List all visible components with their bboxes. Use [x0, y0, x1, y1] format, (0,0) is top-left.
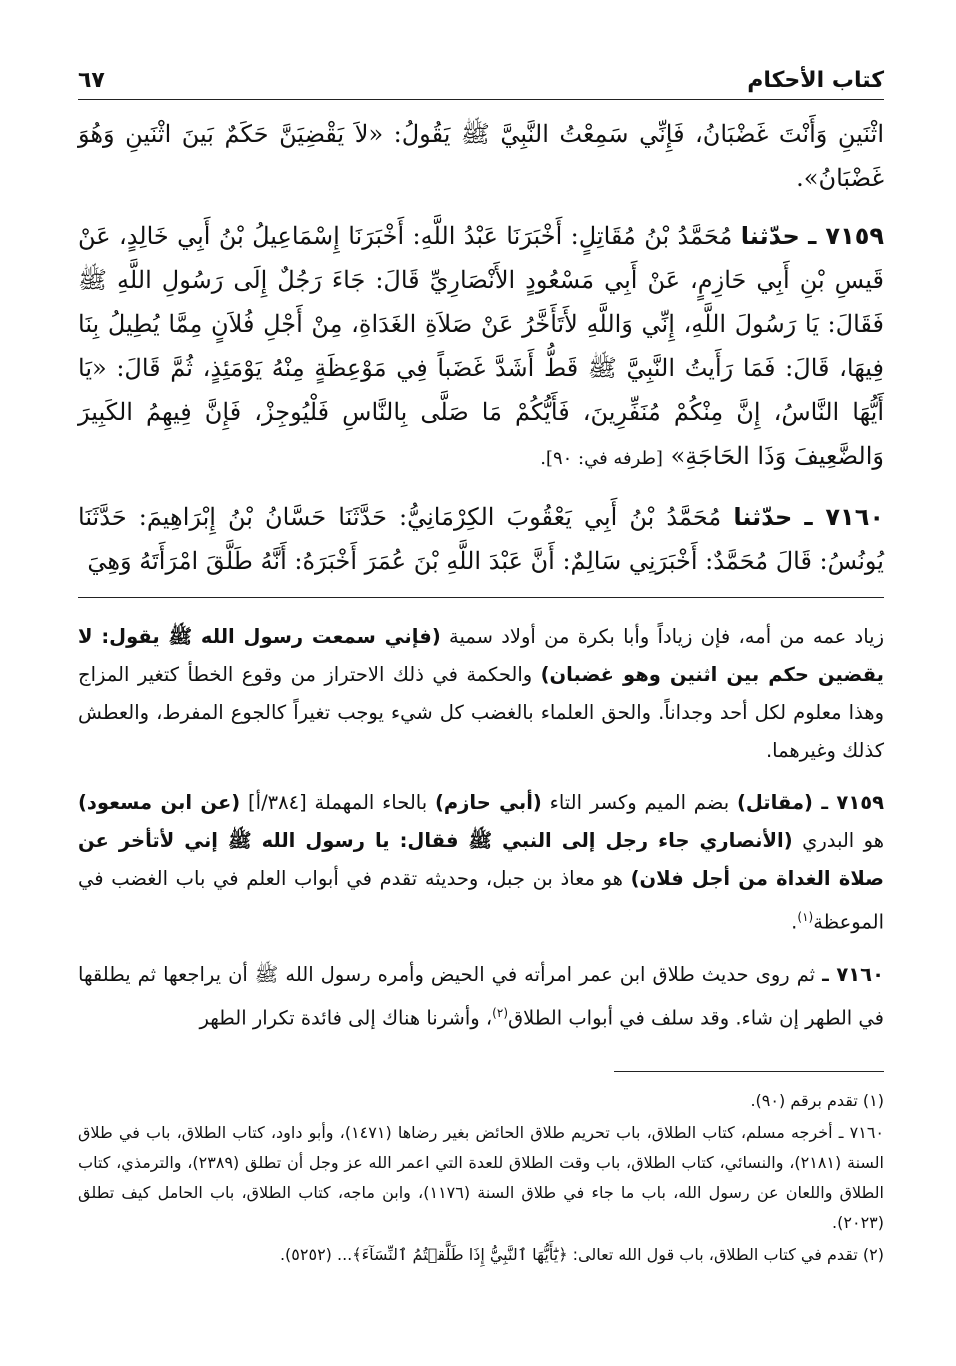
- footnote-1: (١) تقدم برقم (٩٠).: [750, 1091, 884, 1110]
- commentary: [78, 618, 884, 1037]
- commentary-text: ثم روى حديث طلاق ابن عمر امرأته في الحيض وأمره رسول الله ﷺ أن يراجعها ثم يطلقها في الطهر إن شاء. وقد سلف في أبواب الطلاق: [78, 962, 884, 1029]
- chapter-title: كتاب الأحكام: [747, 68, 884, 93]
- footnote-2: (٢) تقدم في كتاب الطلاق، باب قول الله تعالى: ﴿يَٰٓأَيُّهَا ٱلنَّبِيُّ إِذَا طَلَّقۡتُمُ ٱلنِّسَآءَ﴾... (٥٢٥٢).: [279, 1245, 884, 1264]
- commentary-text: والحكمة في ذلك الاحتراز من وقوع الخطأ كتغير المزاج وهذا معلوم لكل أحد وجداناً. والحق العلماء بالغضب كل شيء يوجب تغيراً كالجوع المفرط، والعطش كذلك وغيرهما.: [78, 663, 884, 762]
- footnote-divider: [614, 1071, 884, 1072]
- commentary-quote: (الأنصاري جاء رجل إلى النبي ﷺ فقال: يا رسول الله ﷺ إني لأتأخر عن صلاة الغداة من أجل فلان): [78, 829, 884, 890]
- hadith-body: مُحَمَّدُ بْنُ أَبِي يَعْقُوبَ الكِرْمَانِيُّ: حَدَّثَنَا حَسَّانُ بْنُ إِبْرَاهِيمَ: حَدَّثَنَا يُونُسُ: قَالَ مُحَمَّدٌ: أَخْبَرَنِي سَالِمٌ: أَنَّ عَبْدَ اللَّهِ بْنَ عُمَرَ أَخْبَرَهُ: أَنَّهُ طَلَّقَ امْرَأَتَهُ وَهِيَ: [78, 503, 884, 575]
- hadith-7159: [78, 214, 884, 481]
- hadith-7160: [78, 495, 884, 583]
- commentary-quote: ٧١٥٩ ـ (مقاتل): [736, 791, 885, 814]
- section-divider: [78, 597, 884, 598]
- commentary-quote: (فإني سمعت رسول الله ﷺ يقول: لا يقضين حكم بين اثنين وهو غضبان): [78, 625, 884, 686]
- book-page: [78, 58, 884, 1338]
- footnote-7160: ٧١٦٠ ـ أخرجه مسلم، كتاب الطلاق، باب تحريم طلاق الحائض بغير رضاها (١٤٧١)، وأبو داود، كتاب الطلاق، باب في طلاق السنة (٢١٨١)، والنسائي، كتاب الطلاق، باب وقت الطلاق للعدة التي اعمر الله عز وجل أن تطلق (٢٣٨٩)، والترمذي، كتاب الطلاق واللعان عن رسول الله، باب ما جاء في طلاق السنة (١١٧٦)، وابن ماجه، كتاب الطلاق، باب الحامل كيف تطلق (٢٠٢٣).: [78, 1123, 885, 1232]
- footnotes: [78, 1086, 884, 1270]
- commentary-paragraph: ٧١٥٩ ـ (مقاتل) بضم الميم وكسر التاء (أبي حازم) بالحاء المهملة [٣٨٤/أ] (عن ابن مسعود) هو البدري (الأنصاري جاء رجل إلى النبي ﷺ فقال: يا رسول الله ﷺ إني لأتأخر عن صلاة الغداة من أجل فلان) هو معاذ بن جبل، وحديثه تقدم في أبواب العلم في باب الغضب في الموعظة$^{(١)}$.: [78, 791, 885, 934]
- commentary-quote: (أبي حازم): [434, 791, 542, 814]
- commentary-text: بالحاء المهملة [٣٨٤/أ]: [248, 791, 428, 814]
- hadith-main-text: [78, 112, 884, 583]
- commentary-number: ٧١٦٠ ـ: [822, 962, 884, 986]
- commentary-text: هو البدري: [802, 829, 885, 852]
- haddathana-label: حدّثنا: [740, 222, 800, 250]
- commentary-text: بضم الميم وكسر التاء: [549, 791, 730, 814]
- commentary-paragraph: [78, 956, 884, 1038]
- commentary-text: زياد عمه من أمه، فإن زياداً وأبا بكرة من أولاد سمية: [449, 625, 884, 648]
- footnote-marker: (٢): [492, 1005, 508, 1020]
- running-header: [78, 58, 884, 100]
- hadith-number: ٧١٥٩ ـ: [808, 222, 885, 250]
- hadith-continuation-text: اثْنَينِ وَأَنْتَ غَضْبَانُ، فَإِنِّي سَمِعْتُ النَّبِيَّ ﷺ يَقُولُ: «لاَ يَقْضِيَنَّ حَكَمٌ بَينَ اثْنَينِ وَهُوَ غَضْبَانُ».: [78, 120, 884, 192]
- commentary-text: ، وأشرنا هناك إلى فائدة تكرار الطهر: [199, 1006, 493, 1029]
- tarafuh-reference: [طرفه في: ٩٠].: [540, 448, 663, 469]
- footnote-marker: (١): [797, 910, 814, 924]
- commentary-paragraph: [78, 618, 884, 770]
- commentary-quote: (عن ابن مسعود): [78, 791, 241, 814]
- haddathana-label: حدّثنا: [733, 503, 793, 531]
- commentary-text: هو معاذ بن جبل، وحديثه تقدم في أبواب العلم في باب الغضب في الموعظة: [78, 867, 884, 934]
- page-number: ٦٧: [78, 68, 105, 93]
- hadith-continuation: [78, 112, 884, 200]
- hadith-body: مُحَمَّدُ بْنُ مُقَاتِلٍ: أَخْبَرَنَا عَبْدُ اللَّهِ: أَخْبَرَنَا إِسْمَاعِيلُ بْنُ أَبِي خَالِدٍ، عَنْ قَيسِ بْنِ أَبِي حَازِمٍ، عَنْ أَبِي مَسْعُودٍ الأَنْصَارِيِّ قَالَ: جَاءَ رَجُلٌ إِلَى رَسُولِ اللَّهِ ﷺ فَقَالَ: يَا رَسُولَ اللَّهِ، إِنِّي وَاللَّهِ لأَتَأَخَّرُ عَنْ صَلاَةِ الغَدَاةِ، مِنْ أَجْلِ فُلاَنٍ مِمَّا يُطِيلُ بِنَا فِيهَا، قَالَ: فَمَا رَأَيتُ النَّبِيَّ ﷺ قَطُّ أَشَدَّ غَضَباً فِي مَوْعِظَةٍ مِنْهُ يَوْمَئِذٍ، ثُمَّ قَالَ: «يَا أَيُّهَا النَّاسُ، إِنَّ مِنْكُمْ مُنَفِّرِينَ، فَأَيُّكُمْ مَا صَلَّى بِالنَّاسِ فَلْيُوجِزْ، فَإِنَّ فِيهِمُ الكَبِيرَ وَالضَّعِيفَ وَذَا الحَاجَةِ»: [78, 222, 884, 470]
- hadith-number: ٧١٦٠ ـ: [804, 503, 884, 531]
